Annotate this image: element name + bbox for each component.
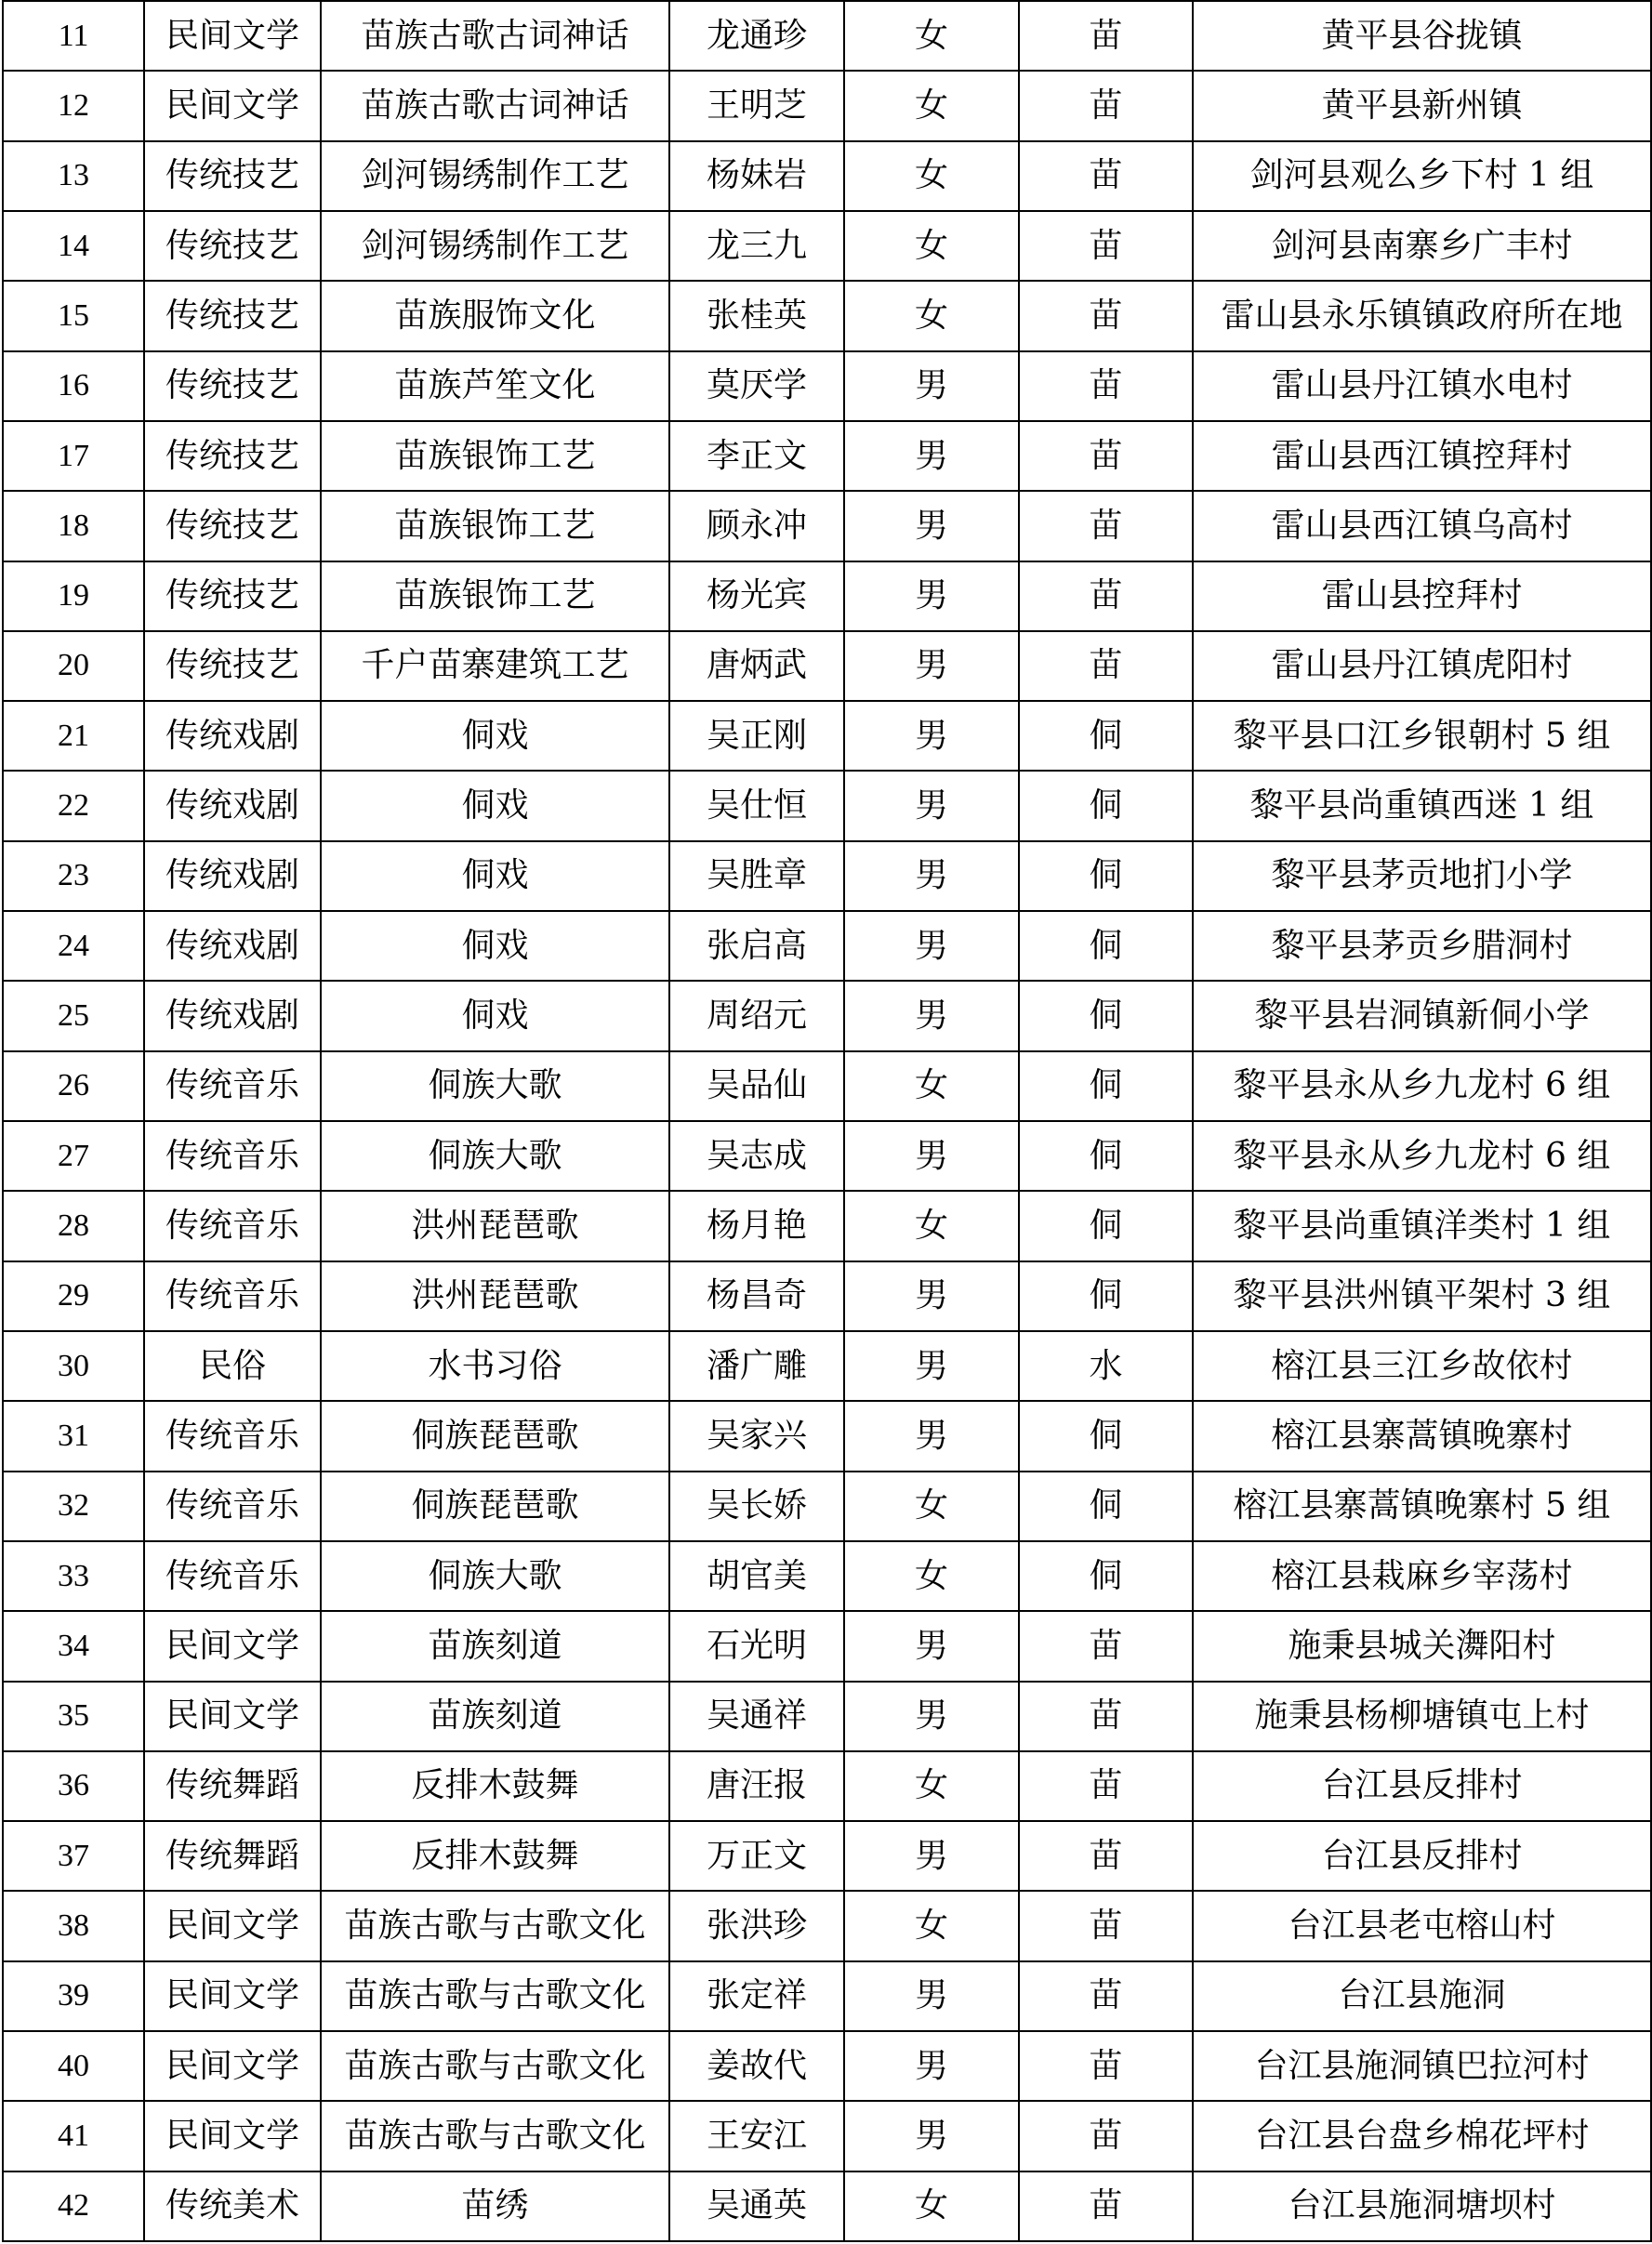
- project-name-cell: 苗族古歌与古歌文化: [321, 2101, 669, 2171]
- inheritor-name-cell: 杨光宾: [669, 561, 844, 631]
- table-row: [3, 561, 1651, 631]
- gender-cell: 男: [844, 701, 1019, 771]
- gender-cell: 女: [844, 1191, 1019, 1261]
- project-name-cell: 苗族服饰文化: [321, 281, 669, 350]
- ethnicity-cell: 苗: [1019, 1961, 1193, 2031]
- project-name-cell: 苗族刻道: [321, 1611, 669, 1681]
- row-number-cell: 11: [3, 1, 144, 71]
- category-cell: 传统技艺: [144, 491, 321, 561]
- inheritor-name-cell: 石光明: [669, 1611, 844, 1681]
- gender-cell: 男: [844, 1121, 1019, 1191]
- row-number-cell: 40: [3, 2031, 144, 2101]
- category-cell: 传统戏剧: [144, 911, 321, 981]
- address-cell: 黎平县尚重镇西迷 1 组: [1193, 771, 1651, 840]
- table-row: [3, 981, 1651, 1050]
- gender-cell: 女: [844, 281, 1019, 350]
- row-number-cell: 32: [3, 1472, 144, 1541]
- inheritor-table: [2, 0, 1652, 2242]
- ethnicity-cell: 侗: [1019, 911, 1193, 981]
- table-body: [3, 1, 1651, 2241]
- table-row: [3, 841, 1651, 911]
- gender-cell: 男: [844, 1331, 1019, 1401]
- ethnicity-cell: 侗: [1019, 1261, 1193, 1331]
- category-cell: 民间文学: [144, 1682, 321, 1751]
- inheritor-name-cell: 王安江: [669, 2101, 844, 2171]
- project-name-cell: 侗族大歌: [321, 1051, 669, 1121]
- inheritor-name-cell: 李正文: [669, 421, 844, 491]
- row-number-cell: 23: [3, 841, 144, 911]
- table-row: [3, 2101, 1651, 2171]
- inheritor-table-container: [2, 0, 1650, 2242]
- ethnicity-cell: 苗: [1019, 351, 1193, 421]
- category-cell: 传统音乐: [144, 1401, 321, 1471]
- table-row: [3, 1611, 1651, 1681]
- category-cell: 传统音乐: [144, 1261, 321, 1331]
- project-name-cell: 侗族大歌: [321, 1121, 669, 1191]
- row-number-cell: 15: [3, 281, 144, 350]
- project-name-cell: 侗族琵琶歌: [321, 1472, 669, 1541]
- inheritor-name-cell: 龙三九: [669, 211, 844, 281]
- row-number-cell: 33: [3, 1541, 144, 1611]
- inheritor-name-cell: 吴志成: [669, 1121, 844, 1191]
- table-row: [3, 1051, 1651, 1121]
- gender-cell: 女: [844, 1541, 1019, 1611]
- category-cell: 传统戏剧: [144, 981, 321, 1050]
- address-cell: 黎平县永从乡九龙村 6 组: [1193, 1051, 1651, 1121]
- inheritor-name-cell: 周绍元: [669, 981, 844, 1050]
- category-cell: 传统音乐: [144, 1121, 321, 1191]
- gender-cell: 男: [844, 1821, 1019, 1891]
- category-cell: 传统技艺: [144, 561, 321, 631]
- address-cell: 榕江县栽麻乡宰荡村: [1193, 1541, 1651, 1611]
- inheritor-name-cell: 吴家兴: [669, 1401, 844, 1471]
- ethnicity-cell: 苗: [1019, 71, 1193, 140]
- row-number-cell: 17: [3, 421, 144, 491]
- project-name-cell: 反排木鼓舞: [321, 1821, 669, 1891]
- category-cell: 民间文学: [144, 1, 321, 71]
- row-number-cell: 34: [3, 1611, 144, 1681]
- project-name-cell: 苗绣: [321, 2171, 669, 2241]
- gender-cell: 女: [844, 1472, 1019, 1541]
- ethnicity-cell: 苗: [1019, 141, 1193, 211]
- address-cell: 黎平县岩洞镇新侗小学: [1193, 981, 1651, 1050]
- category-cell: 民间文学: [144, 1961, 321, 2031]
- gender-cell: 男: [844, 2101, 1019, 2171]
- address-cell: 黎平县茅贡地扪小学: [1193, 841, 1651, 911]
- table-row: [3, 1472, 1651, 1541]
- gender-cell: 男: [844, 1261, 1019, 1331]
- gender-cell: 女: [844, 1051, 1019, 1121]
- inheritor-name-cell: 杨昌奇: [669, 1261, 844, 1331]
- category-cell: 传统技艺: [144, 631, 321, 701]
- project-name-cell: 反排木鼓舞: [321, 1751, 669, 1821]
- category-cell: 传统技艺: [144, 281, 321, 350]
- project-name-cell: 苗族银饰工艺: [321, 491, 669, 561]
- row-number-cell: 14: [3, 211, 144, 281]
- table-row: [3, 1961, 1651, 2031]
- project-name-cell: 苗族古歌古词神话: [321, 71, 669, 140]
- project-name-cell: 侗戏: [321, 771, 669, 840]
- row-number-cell: 31: [3, 1401, 144, 1471]
- inheritor-name-cell: 吴品仙: [669, 1051, 844, 1121]
- project-name-cell: 苗族刻道: [321, 1682, 669, 1751]
- address-cell: 施秉县杨柳塘镇屯上村: [1193, 1682, 1651, 1751]
- category-cell: 民间文学: [144, 2101, 321, 2171]
- ethnicity-cell: 苗: [1019, 1751, 1193, 1821]
- ethnicity-cell: 苗: [1019, 2171, 1193, 2241]
- gender-cell: 男: [844, 1961, 1019, 2031]
- row-number-cell: 35: [3, 1682, 144, 1751]
- address-cell: 黎平县口江乡银朝村 5 组: [1193, 701, 1651, 771]
- inheritor-name-cell: 潘广雕: [669, 1331, 844, 1401]
- gender-cell: 女: [844, 141, 1019, 211]
- row-number-cell: 25: [3, 981, 144, 1050]
- address-cell: 施秉县城关㵲阳村: [1193, 1611, 1651, 1681]
- category-cell: 传统音乐: [144, 1191, 321, 1261]
- address-cell: 黄平县谷拢镇: [1193, 1, 1651, 71]
- category-cell: 传统戏剧: [144, 771, 321, 840]
- table-row: [3, 771, 1651, 840]
- gender-cell: 男: [844, 841, 1019, 911]
- project-name-cell: 侗戏: [321, 701, 669, 771]
- ethnicity-cell: 苗: [1019, 1611, 1193, 1681]
- address-cell: 雷山县西江镇乌高村: [1193, 491, 1651, 561]
- address-cell: 剑河县观么乡下村 1 组: [1193, 141, 1651, 211]
- table-row: [3, 1331, 1651, 1401]
- gender-cell: 男: [844, 421, 1019, 491]
- ethnicity-cell: 苗: [1019, 2101, 1193, 2171]
- inheritor-name-cell: 吴长娇: [669, 1472, 844, 1541]
- project-name-cell: 侗戏: [321, 911, 669, 981]
- row-number-cell: 16: [3, 351, 144, 421]
- row-number-cell: 26: [3, 1051, 144, 1121]
- ethnicity-cell: 苗: [1019, 211, 1193, 281]
- gender-cell: 男: [844, 2031, 1019, 2101]
- table-row: [3, 141, 1651, 211]
- category-cell: 民间文学: [144, 1611, 321, 1681]
- address-cell: 雷山县永乐镇镇政府所在地: [1193, 281, 1651, 350]
- table-row: [3, 701, 1651, 771]
- gender-cell: 男: [844, 1611, 1019, 1681]
- inheritor-name-cell: 吴正刚: [669, 701, 844, 771]
- ethnicity-cell: 苗: [1019, 561, 1193, 631]
- project-name-cell: 苗族银饰工艺: [321, 421, 669, 491]
- address-cell: 雷山县西江镇控拜村: [1193, 421, 1651, 491]
- inheritor-name-cell: 顾永冲: [669, 491, 844, 561]
- inheritor-name-cell: 张定祥: [669, 1961, 844, 2031]
- project-name-cell: 洪州琵琶歌: [321, 1261, 669, 1331]
- project-name-cell: 洪州琵琶歌: [321, 1191, 669, 1261]
- table-row: [3, 2031, 1651, 2101]
- table-row: [3, 1191, 1651, 1261]
- table-row: [3, 1261, 1651, 1331]
- category-cell: 传统戏剧: [144, 701, 321, 771]
- row-number-cell: 19: [3, 561, 144, 631]
- gender-cell: 男: [844, 1401, 1019, 1471]
- gender-cell: 女: [844, 1751, 1019, 1821]
- address-cell: 台江县施洞塘坝村: [1193, 2171, 1651, 2241]
- project-name-cell: 千户苗寨建筑工艺: [321, 631, 669, 701]
- row-number-cell: 27: [3, 1121, 144, 1191]
- address-cell: 台江县反排村: [1193, 1751, 1651, 1821]
- ethnicity-cell: 苗: [1019, 631, 1193, 701]
- project-name-cell: 苗族古歌与古歌文化: [321, 2031, 669, 2101]
- table-row: [3, 1751, 1651, 1821]
- ethnicity-cell: 苗: [1019, 421, 1193, 491]
- category-cell: 民俗: [144, 1331, 321, 1401]
- address-cell: 黄平县新州镇: [1193, 71, 1651, 140]
- table-row: [3, 211, 1651, 281]
- address-cell: 榕江县寨蒿镇晚寨村: [1193, 1401, 1651, 1471]
- address-cell: 雷山县丹江镇虎阳村: [1193, 631, 1651, 701]
- project-name-cell: 侗族琵琶歌: [321, 1401, 669, 1471]
- ethnicity-cell: 侗: [1019, 1541, 1193, 1611]
- table-row: [3, 1891, 1651, 1960]
- inheritor-name-cell: 张启高: [669, 911, 844, 981]
- address-cell: 黎平县永从乡九龙村 6 组: [1193, 1121, 1651, 1191]
- address-cell: 榕江县三江乡故依村: [1193, 1331, 1651, 1401]
- address-cell: 黎平县洪州镇平架村 3 组: [1193, 1261, 1651, 1331]
- project-name-cell: 侗戏: [321, 841, 669, 911]
- category-cell: 传统技艺: [144, 141, 321, 211]
- gender-cell: 女: [844, 1, 1019, 71]
- table-row: [3, 1121, 1651, 1191]
- row-number-cell: 13: [3, 141, 144, 211]
- gender-cell: 男: [844, 491, 1019, 561]
- project-name-cell: 水书习俗: [321, 1331, 669, 1401]
- row-number-cell: 42: [3, 2171, 144, 2241]
- row-number-cell: 12: [3, 71, 144, 140]
- gender-cell: 女: [844, 1891, 1019, 1960]
- address-cell: 黎平县尚重镇洋类村 1 组: [1193, 1191, 1651, 1261]
- gender-cell: 男: [844, 771, 1019, 840]
- project-name-cell: 苗族古歌古词神话: [321, 1, 669, 71]
- row-number-cell: 24: [3, 911, 144, 981]
- ethnicity-cell: 侗: [1019, 841, 1193, 911]
- category-cell: 传统美术: [144, 2171, 321, 2241]
- inheritor-name-cell: 杨月艳: [669, 1191, 844, 1261]
- address-cell: 台江县台盘乡棉花坪村: [1193, 2101, 1651, 2171]
- table-row: [3, 281, 1651, 350]
- ethnicity-cell: 苗: [1019, 491, 1193, 561]
- table-row: [3, 1541, 1651, 1611]
- inheritor-name-cell: 杨妹岩: [669, 141, 844, 211]
- project-name-cell: 侗戏: [321, 981, 669, 1050]
- address-cell: 榕江县寨蒿镇晚寨村 5 组: [1193, 1472, 1651, 1541]
- ethnicity-cell: 侗: [1019, 1121, 1193, 1191]
- gender-cell: 女: [844, 211, 1019, 281]
- row-number-cell: 22: [3, 771, 144, 840]
- table-row: [3, 71, 1651, 140]
- project-name-cell: 苗族芦笙文化: [321, 351, 669, 421]
- inheritor-name-cell: 张洪珍: [669, 1891, 844, 1960]
- category-cell: 传统技艺: [144, 421, 321, 491]
- category-cell: 传统音乐: [144, 1472, 321, 1541]
- address-cell: 台江县反排村: [1193, 1821, 1651, 1891]
- gender-cell: 男: [844, 911, 1019, 981]
- row-number-cell: 37: [3, 1821, 144, 1891]
- category-cell: 民间文学: [144, 71, 321, 140]
- gender-cell: 女: [844, 71, 1019, 140]
- ethnicity-cell: 侗: [1019, 1472, 1193, 1541]
- inheritor-name-cell: 龙通珍: [669, 1, 844, 71]
- inheritor-name-cell: 王明芝: [669, 71, 844, 140]
- ethnicity-cell: 苗: [1019, 1682, 1193, 1751]
- gender-cell: 男: [844, 561, 1019, 631]
- address-cell: 黎平县茅贡乡腊洞村: [1193, 911, 1651, 981]
- address-cell: 台江县老屯榕山村: [1193, 1891, 1651, 1960]
- address-cell: 台江县施洞镇巴拉河村: [1193, 2031, 1651, 2101]
- project-name-cell: 剑河锡绣制作工艺: [321, 141, 669, 211]
- address-cell: 剑河县南寨乡广丰村: [1193, 211, 1651, 281]
- inheritor-name-cell: 张桂英: [669, 281, 844, 350]
- ethnicity-cell: 苗: [1019, 281, 1193, 350]
- inheritor-name-cell: 唐汪报: [669, 1751, 844, 1821]
- ethnicity-cell: 侗: [1019, 1191, 1193, 1261]
- ethnicity-cell: 苗: [1019, 1821, 1193, 1891]
- inheritor-name-cell: 万正文: [669, 1821, 844, 1891]
- ethnicity-cell: 侗: [1019, 771, 1193, 840]
- category-cell: 传统技艺: [144, 211, 321, 281]
- table-row: [3, 1, 1651, 71]
- row-number-cell: 41: [3, 2101, 144, 2171]
- row-number-cell: 39: [3, 1961, 144, 2031]
- gender-cell: 男: [844, 631, 1019, 701]
- table-row: [3, 351, 1651, 421]
- project-name-cell: 苗族古歌与古歌文化: [321, 1891, 669, 1960]
- category-cell: 传统舞蹈: [144, 1821, 321, 1891]
- category-cell: 民间文学: [144, 2031, 321, 2101]
- ethnicity-cell: 水: [1019, 1331, 1193, 1401]
- category-cell: 民间文学: [144, 1891, 321, 1960]
- table-row: [3, 2171, 1651, 2241]
- row-number-cell: 21: [3, 701, 144, 771]
- address-cell: 雷山县丹江镇水电村: [1193, 351, 1651, 421]
- ethnicity-cell: 苗: [1019, 1891, 1193, 1960]
- table-row: [3, 1401, 1651, 1471]
- inheritor-name-cell: 姜故代: [669, 2031, 844, 2101]
- project-name-cell: 剑河锡绣制作工艺: [321, 211, 669, 281]
- table-row: [3, 491, 1651, 561]
- table-row: [3, 1682, 1651, 1751]
- inheritor-name-cell: 吴通祥: [669, 1682, 844, 1751]
- category-cell: 传统音乐: [144, 1541, 321, 1611]
- inheritor-name-cell: 吴仕恒: [669, 771, 844, 840]
- row-number-cell: 20: [3, 631, 144, 701]
- gender-cell: 男: [844, 1682, 1019, 1751]
- category-cell: 传统音乐: [144, 1051, 321, 1121]
- gender-cell: 男: [844, 351, 1019, 421]
- table-row: [3, 1821, 1651, 1891]
- ethnicity-cell: 苗: [1019, 2031, 1193, 2101]
- ethnicity-cell: 侗: [1019, 701, 1193, 771]
- project-name-cell: 苗族古歌与古歌文化: [321, 1961, 669, 2031]
- gender-cell: 女: [844, 2171, 1019, 2241]
- inheritor-name-cell: 胡官美: [669, 1541, 844, 1611]
- ethnicity-cell: 侗: [1019, 981, 1193, 1050]
- category-cell: 传统戏剧: [144, 841, 321, 911]
- row-number-cell: 36: [3, 1751, 144, 1821]
- ethnicity-cell: 苗: [1019, 1, 1193, 71]
- table-row: [3, 911, 1651, 981]
- row-number-cell: 30: [3, 1331, 144, 1401]
- inheritor-name-cell: 吴通英: [669, 2171, 844, 2241]
- category-cell: 传统技艺: [144, 351, 321, 421]
- row-number-cell: 18: [3, 491, 144, 561]
- address-cell: 台江县施洞: [1193, 1961, 1651, 2031]
- inheritor-name-cell: 莫厌学: [669, 351, 844, 421]
- table-row: [3, 421, 1651, 491]
- gender-cell: 男: [844, 981, 1019, 1050]
- row-number-cell: 29: [3, 1261, 144, 1331]
- row-number-cell: 38: [3, 1891, 144, 1960]
- inheritor-name-cell: 吴胜章: [669, 841, 844, 911]
- ethnicity-cell: 侗: [1019, 1051, 1193, 1121]
- address-cell: 雷山县控拜村: [1193, 561, 1651, 631]
- project-name-cell: 苗族银饰工艺: [321, 561, 669, 631]
- category-cell: 传统舞蹈: [144, 1751, 321, 1821]
- table-row: [3, 631, 1651, 701]
- row-number-cell: 28: [3, 1191, 144, 1261]
- ethnicity-cell: 侗: [1019, 1401, 1193, 1471]
- project-name-cell: 侗族大歌: [321, 1541, 669, 1611]
- inheritor-name-cell: 唐炳武: [669, 631, 844, 701]
